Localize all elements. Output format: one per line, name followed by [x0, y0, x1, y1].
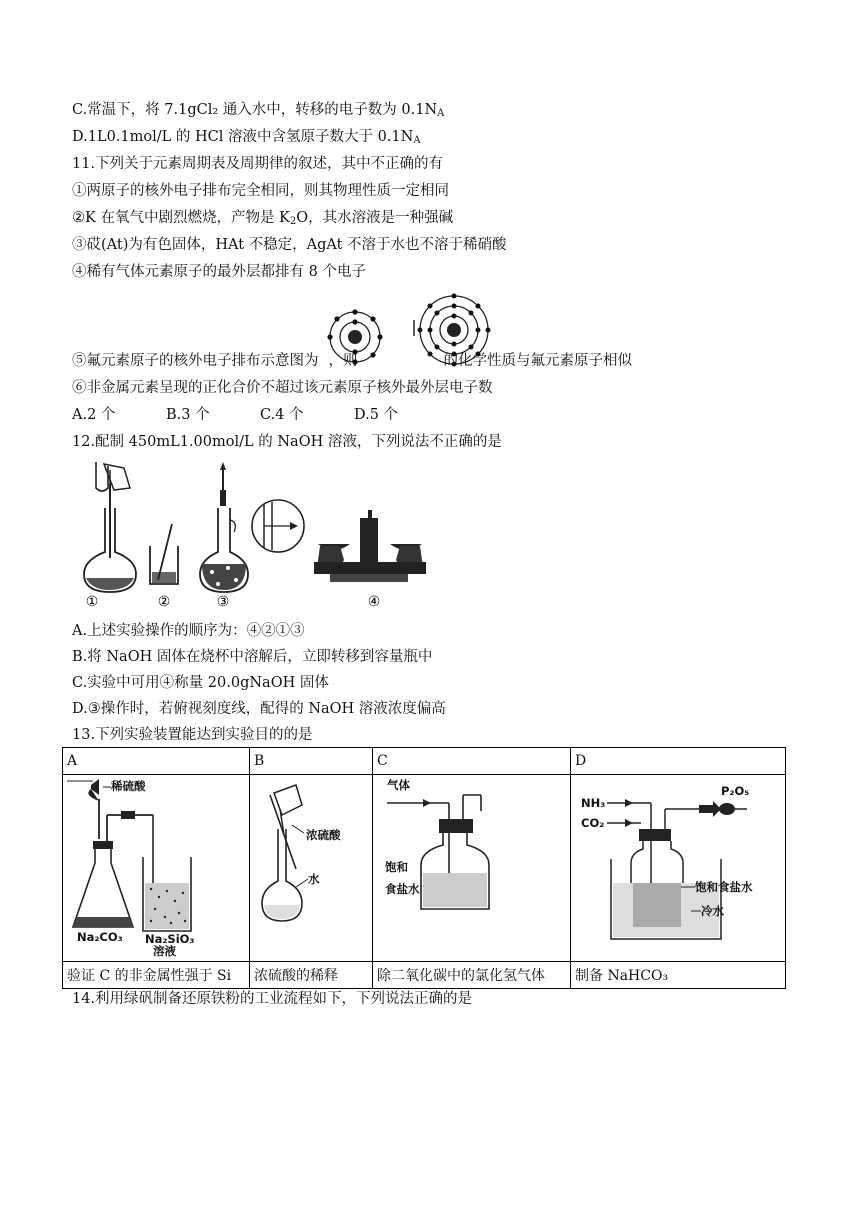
label-cold-water: 冷水 — [701, 904, 724, 918]
step-3-fill — [200, 462, 248, 592]
label-co2: CO₂ — [581, 816, 605, 830]
q11-statement-1: ①两原子的核外电子排布完全相同，则其物理性质一定相同 — [72, 183, 449, 199]
label-sat-brine: 饱和食盐水 — [695, 880, 753, 894]
q12-stem: 12.配制 450mL1.00mol/L 的 NaOH 溶液，下列说法不正确的是 — [72, 434, 502, 450]
meniscus-view — [252, 500, 304, 552]
header-c: C — [373, 748, 571, 775]
header-d: D — [571, 748, 786, 775]
label-brine: 食盐水 — [385, 882, 420, 896]
label-conc-h2so4: 浓硫酸 — [306, 828, 341, 842]
label-saturated: 饱和 — [385, 860, 408, 874]
q14-stem: 14.利用绿矾制备还原铁粉的工业流程如下，下列说法正确的是 — [72, 991, 473, 1007]
header-b: B — [250, 748, 373, 775]
step-4-balance — [314, 510, 426, 582]
q10-option-d: D.1L0.1mol/L 的 HCl 溶液中含氢原子数大于 $0.1N_A$ — [72, 129, 421, 146]
apparatus-a-cell — [63, 775, 250, 962]
apparatus-c-cell — [373, 775, 571, 962]
label-gas: 气体 — [387, 778, 410, 792]
caption-d: 制备 NaHCO₃ — [571, 962, 786, 989]
step-1-transfer — [84, 462, 136, 592]
q11-statement-2: ②K 在氧气中剧烈燃烧，产物是 $K_2O$，其水溶液是一种强碱 — [72, 210, 454, 227]
solution-prep-figure — [72, 460, 462, 610]
apparatus-b-cell — [250, 775, 373, 962]
step-label-2: ② — [157, 594, 171, 610]
header-a: A — [63, 748, 250, 775]
q11-stem: 11.下列关于元素周期表及周期律的叙述，其中不正确的有 — [72, 156, 444, 172]
q13-stem: 13.下列实验装置能达到实验目的的是 — [72, 727, 313, 743]
caption-b: 浓硫酸的稀释 — [250, 962, 373, 989]
q11-statement-5: ⑤氟元素原子的核外电子排布示意图为 ，则 的化学性质与氟元素原子相似 — [72, 353, 632, 369]
label-solution: 溶液 — [153, 944, 176, 957]
apparatus-d — [571, 775, 785, 957]
q11-statement-3: ③砹(At)为有色固体，HAt 不稳定，AgAt 不溶于水也不溶于稀硝酸 — [72, 237, 507, 253]
q10-option-c: C.常温下，将 7.1gCl₂ 通入水中，转移的电子数为 $0.1N_A$ — [72, 102, 445, 119]
apparatus-c — [373, 775, 570, 957]
q11-statement-4: ④稀有气体元素原子的最外层都排有 8 个电子 — [72, 264, 366, 280]
apparatus-d-cell — [571, 775, 786, 962]
q12-option-d: D.③操作时，若俯视刻度线，配得的 NaOH 溶液浓度偏高 — [72, 701, 446, 717]
step-2-dissolve — [150, 524, 178, 584]
q12-option-a: A.上述实验操作的顺序为：④②①③ — [72, 623, 305, 639]
label-p2o5: P₂O₅ — [721, 784, 750, 798]
step-label-3: ③ — [216, 594, 230, 610]
label-water: 水 — [308, 872, 320, 886]
step-label-4: ④ — [367, 594, 381, 610]
apparatus-b — [250, 775, 372, 957]
label-nh3: NH₃ — [581, 796, 606, 810]
q12-option-b: B.将 NaOH 固体在烧杯中溶解后，立即转移到容量瓶中 — [72, 649, 433, 665]
caption-a: 验证 C 的非金属性强于 Si — [63, 962, 250, 989]
caption-c: 除二氧化碳中的氯化氢气体 — [373, 962, 571, 989]
label-na2sio3: Na₂SiO₃ — [145, 932, 195, 946]
label-na2co3: Na₂CO₃ — [77, 930, 123, 944]
step-label-1: ① — [85, 594, 99, 610]
experiment-table — [62, 747, 786, 989]
apparatus-a — [63, 775, 249, 957]
q11-statement-6: ⑥非金属元素呈现的正化合价不超过该元素原子核外最外层电子数 — [72, 380, 493, 396]
q11-options: A.2 个 B.3 个 C.4 个 D.5 个 — [72, 407, 399, 423]
label-dilute-h2so4: 稀硫酸 — [111, 779, 146, 793]
q12-option-c: C.实验中可用④称量 20.0gNaOH 固体 — [72, 675, 329, 691]
